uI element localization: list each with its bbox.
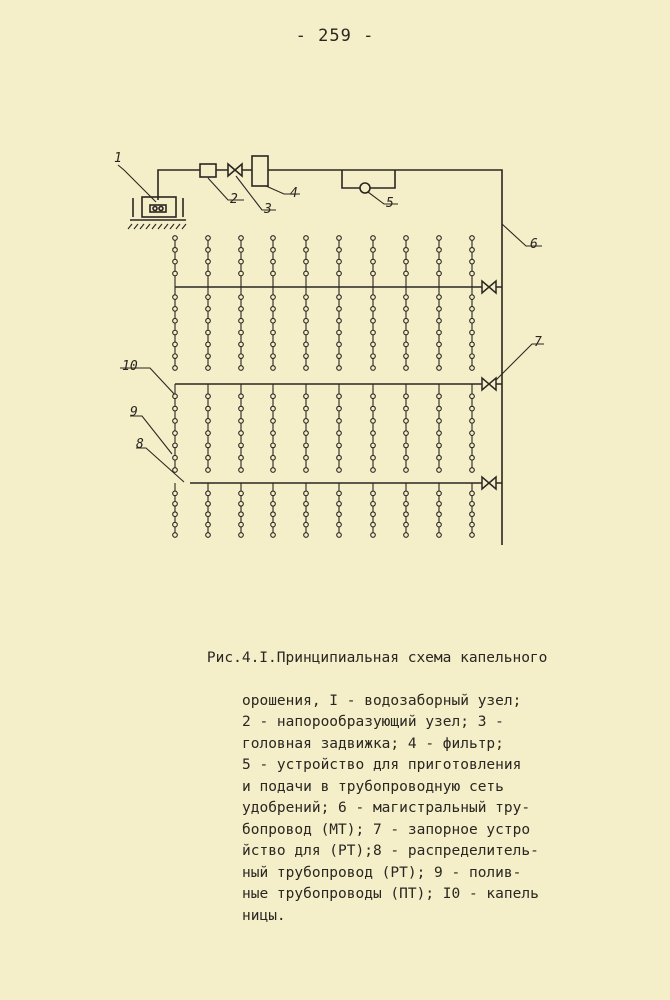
dripper [371,491,376,496]
dripper [337,394,342,399]
dripper [304,512,309,517]
dripper [371,354,376,359]
dripper [271,491,276,496]
dripper [470,468,475,473]
dripper [304,330,309,335]
dripper [206,491,211,496]
caption-line: и подачи в трубопроводную сеть [242,778,504,795]
figure-caption [172,626,572,927]
dripper [271,330,276,335]
dripper [304,236,309,241]
dripper [304,295,309,300]
dripper [437,354,442,359]
dripper [271,512,276,517]
dripper [239,248,244,253]
dripper [337,295,342,300]
dripper [470,522,475,527]
dripper [337,354,342,359]
dripper [271,431,276,436]
dripper [371,318,376,323]
dripper [206,342,211,347]
shutoff-valve [482,378,496,390]
dripper [173,431,178,436]
dripper [404,394,409,399]
dripper [337,342,342,347]
dripper [173,533,178,538]
caption-prefix: Рис.4.I. [206,649,277,666]
dripper [239,533,244,538]
dripper [337,533,342,538]
dripper [239,468,244,473]
dripper [404,236,409,241]
dripper [206,318,211,323]
dripper [371,366,376,371]
dripper [304,366,309,371]
dripper [371,455,376,460]
dripper [304,522,309,527]
dripper [371,522,376,527]
dripper [437,259,442,264]
dripper [404,295,409,300]
dripper [271,271,276,276]
dripper [239,307,244,312]
dripper [437,366,442,371]
dripper [271,502,276,507]
dripper [304,491,309,496]
dripper [404,342,409,347]
dripper [404,419,409,424]
dripper [371,468,376,473]
dripper [173,248,178,253]
dripper [239,342,244,347]
dripper [239,271,244,276]
dripper [239,354,244,359]
dripper [239,406,244,411]
dripper [437,455,442,460]
dripper [239,419,244,424]
dripper [470,502,475,507]
dripper [271,318,276,323]
dripper [206,533,211,538]
dripper [437,419,442,424]
dripper [206,455,211,460]
dripper [404,491,409,496]
dripper [371,248,376,253]
dripper [470,248,475,253]
dripper [173,406,178,411]
dripper [206,330,211,335]
dripper [271,307,276,312]
dripper [470,295,475,300]
dripper [437,431,442,436]
dripper [271,236,276,241]
dripper [470,443,475,448]
callout-label: 1 [114,151,122,166]
dripper [239,236,244,241]
dripper [404,366,409,371]
dripper [404,512,409,517]
dripper [404,307,409,312]
dripper [239,330,244,335]
dripper [371,533,376,538]
leader-lines [118,165,544,482]
dripper [404,406,409,411]
shutoff-valve [482,281,496,293]
caption-line: ницы. [242,907,286,924]
dripper [437,512,442,517]
dripper [271,342,276,347]
dripper [404,330,409,335]
dripper [239,394,244,399]
dripper [304,455,309,460]
dripper [337,259,342,264]
shutoff-valve [482,477,496,489]
dripper [206,259,211,264]
caption-line: Принципиальная схема капельного [276,649,548,666]
caption-line: удобрений; 6 - магистральный тру- [242,800,531,816]
dripper [437,468,442,473]
dripper [206,236,211,241]
dripper [437,491,442,496]
dripper [371,431,376,436]
callout-label: 4 [290,186,298,201]
dripper [206,522,211,527]
dripper [437,443,442,448]
dripper [470,354,475,359]
dripper [470,406,475,411]
dripper [470,330,475,335]
dripper [239,502,244,507]
dripper [304,533,309,538]
dripper [173,342,178,347]
dripper [206,271,211,276]
head-valve [228,164,242,176]
dripper [404,248,409,253]
dripper [371,342,376,347]
dripper [271,366,276,371]
dripper [173,330,178,335]
dripper [206,295,211,300]
caption-line: ные трубопроводы (ПТ); I0 - капель [242,886,539,902]
dripper [337,330,342,335]
dripper [239,259,244,264]
dripper [470,236,475,241]
dripper [337,502,342,507]
dripper [470,394,475,399]
dripper [206,406,211,411]
dripper [173,502,178,507]
dripper [437,330,442,335]
dripper [304,342,309,347]
dripper [239,431,244,436]
dripper [470,271,475,276]
dripper [404,318,409,323]
dripper [470,366,475,371]
dripper [271,248,276,253]
page-number: - 259 - [295,26,375,46]
dripper [206,419,211,424]
dripper [337,307,342,312]
dripper [173,512,178,517]
water-intake-unit [128,197,186,229]
dripper [206,443,211,448]
filter [252,156,268,186]
dripper [437,533,442,538]
dripper [271,354,276,359]
dripper [304,394,309,399]
dripper [470,512,475,517]
dripper [239,318,244,323]
dripper [206,468,211,473]
dripper [173,307,178,312]
dripper [173,443,178,448]
dripper [437,307,442,312]
dripper [371,502,376,507]
caption-line: бопровод (МТ); 7 - запорное устро [242,821,531,838]
dripper [470,318,475,323]
dripper [173,295,178,300]
dripper [337,455,342,460]
dripper [404,455,409,460]
dripper [304,406,309,411]
callout-label: 3 [264,202,272,217]
dripper [304,248,309,253]
dripper [239,512,244,517]
dripper [404,259,409,264]
dripper [271,295,276,300]
callout-label: 10 [122,359,138,374]
callout-label: 6 [530,237,538,252]
dripper [206,431,211,436]
dripper [404,522,409,527]
dripper [271,468,276,473]
callout-label: 8 [136,437,144,452]
dripper [337,468,342,473]
caption-line: 5 - устройство для приготовления [242,757,522,773]
dripper [337,236,342,241]
dripper [337,522,342,527]
dripper [173,271,178,276]
dripper [271,406,276,411]
dripper [304,271,309,276]
caption-line: 2 - напорообразующий узел; 3 - [242,714,504,730]
dripper [337,431,342,436]
dripper [437,295,442,300]
callout-label: 9 [130,405,138,420]
dripper [404,468,409,473]
dripper [304,259,309,264]
dripper [271,443,276,448]
dripper [337,271,342,276]
dripper [206,248,211,253]
dripper [206,512,211,517]
dripper [239,366,244,371]
dripper [437,318,442,323]
dripper [470,491,475,496]
dripper [239,455,244,460]
dripper [470,342,475,347]
dripper [437,522,442,527]
dripper [337,366,342,371]
dripper [404,502,409,507]
dripper [239,295,244,300]
dripper [371,271,376,276]
dripper [470,455,475,460]
dripper [337,248,342,253]
dripper [304,468,309,473]
dripper [304,354,309,359]
dripper [173,366,178,371]
fertilizer-unit [342,170,395,193]
dripper [404,431,409,436]
dripper [173,468,178,473]
dripper [206,366,211,371]
dripper [173,394,178,399]
dripper [304,502,309,507]
dripper [304,431,309,436]
caption-line: ный трубопровод (РТ); 9 - полив- [242,864,522,881]
dripper [337,318,342,323]
dripper [271,455,276,460]
dripper [173,354,178,359]
dripper [371,394,376,399]
dripper [271,394,276,399]
dripper [206,502,211,507]
dripper [271,533,276,538]
dripper [173,522,178,527]
dripper [371,236,376,241]
dripper [437,342,442,347]
dripper [337,512,342,517]
dripper [371,406,376,411]
caption-line: йство для (РТ);8 - распределитель- [242,843,539,859]
dripper [239,522,244,527]
dripper [173,455,178,460]
dripper [271,259,276,264]
dripper [206,394,211,399]
dripper [271,522,276,527]
dripper [437,248,442,253]
dripper [173,318,178,323]
dripper [437,406,442,411]
dripper [337,419,342,424]
dripper [371,330,376,335]
dripper [173,259,178,264]
dripper [304,443,309,448]
dripper [404,271,409,276]
dripper [206,307,211,312]
callout-label: 2 [230,192,238,207]
caption-line: орошения, I - водозаборный узел; [242,692,522,709]
dripper [239,491,244,496]
dripper [337,491,342,496]
dripper [371,307,376,312]
dripper [173,236,178,241]
dripper [337,406,342,411]
dripper [304,318,309,323]
dripper [371,443,376,448]
dripper [470,259,475,264]
dripper [371,295,376,300]
dripper [404,533,409,538]
dripper [437,502,442,507]
dripper [371,419,376,424]
callout-label: 5 [386,196,394,211]
dripper [239,443,244,448]
dripper [304,307,309,312]
dripper [206,354,211,359]
dripper [470,533,475,538]
caption-line: головная задвижка; 4 - фильтр; [242,735,504,752]
dripper [371,512,376,517]
dripper [337,443,342,448]
dripper [304,419,309,424]
dripper [404,443,409,448]
dripper [173,419,178,424]
callout-label: 7 [534,335,542,350]
dripper [470,307,475,312]
dripper [271,419,276,424]
dripper [371,259,376,264]
pressure-unit [200,164,216,177]
dripper [470,431,475,436]
dripper [173,491,178,496]
dripper [437,394,442,399]
dripper [470,419,475,424]
dripper [404,354,409,359]
dripper [437,271,442,276]
dripper [437,236,442,241]
